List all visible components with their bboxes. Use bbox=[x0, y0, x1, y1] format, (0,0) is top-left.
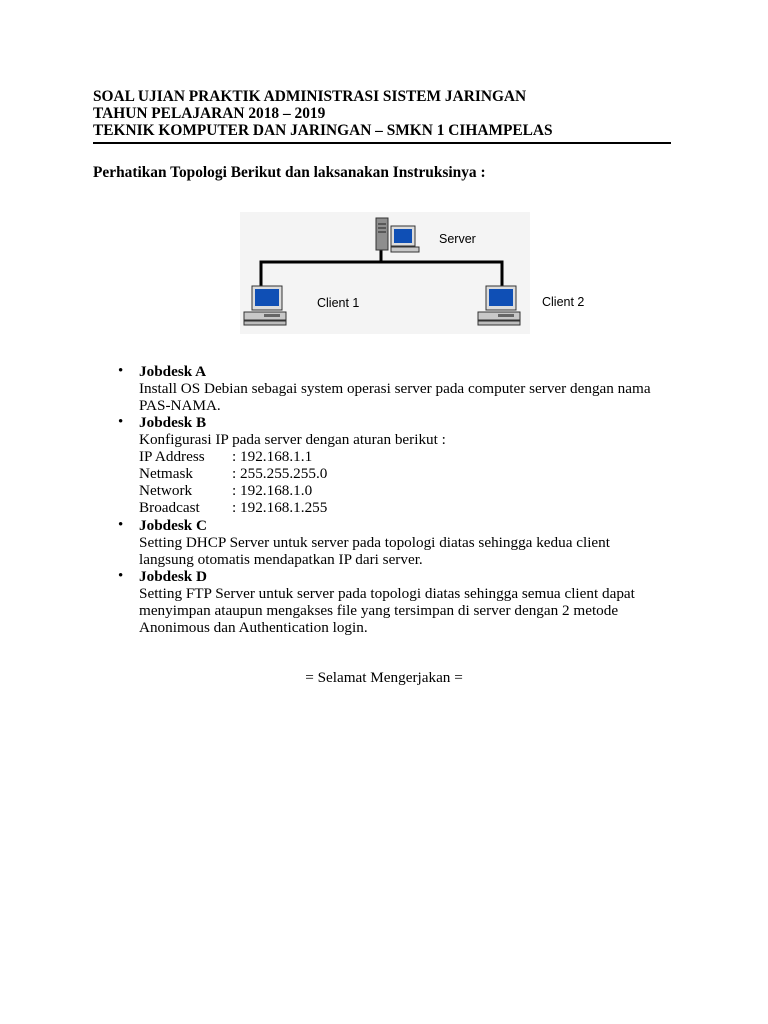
bullet-icon: • bbox=[118, 568, 124, 584]
client-2-label-text: Client 2 bbox=[542, 295, 585, 309]
intro-text: Perhatikan Topologi Berikut dan laksanakan Instruksinya : bbox=[93, 164, 486, 181]
netmask-value: : 255.255.255.0 bbox=[232, 465, 328, 482]
jobdesk-b-text: Konfigurasi IP pada server dengan aturan berikut : bbox=[139, 431, 446, 448]
netmask-row bbox=[139, 465, 327, 482]
client-1-label: Client 1 bbox=[317, 296, 360, 310]
jobdesk-c-text: Setting DHCP Server untuk server pada topologi diatas sehingga kedua client bbox=[139, 534, 610, 551]
jobdesk-d-title: Jobdesk D bbox=[139, 568, 207, 585]
broadcast-label: Broadcast bbox=[139, 499, 200, 516]
jobdesk-c-text: langsung otomatis mendapatkan IP dari server. bbox=[139, 551, 423, 568]
network-topology-diagram bbox=[240, 212, 530, 334]
jobdesk-b-title: Jobdesk B bbox=[139, 414, 207, 431]
network-label: Network bbox=[139, 482, 193, 499]
ip-address-row bbox=[139, 448, 312, 465]
network-row bbox=[139, 482, 312, 499]
closing-text: = Selamat Mengerjakan = bbox=[305, 669, 463, 686]
header-school: TEKNIK KOMPUTER DAN JARINGAN – SMKN 1 CIHAMPELAS bbox=[93, 122, 553, 139]
bullet-icon: • bbox=[118, 363, 124, 379]
netmask-label: Netmask bbox=[139, 465, 193, 482]
jobdesk-d-text: menyimpan ataupun mengakses file yang tersimpan di server dengan 2 metode bbox=[139, 602, 619, 619]
jobdesk-c-title: Jobdesk C bbox=[139, 517, 207, 534]
header-divider bbox=[93, 142, 671, 144]
header-title: SOAL UJIAN PRAKTIK ADMINISTRASI SISTEM JARINGAN bbox=[93, 88, 527, 105]
bullet-icon: • bbox=[118, 517, 124, 533]
header-year: TAHUN PELAJARAN 2018 – 2019 bbox=[93, 105, 326, 122]
jobdesk-d-text: Anonimous dan Authentication login. bbox=[139, 619, 368, 636]
ip-address-label: IP Address bbox=[139, 448, 205, 465]
jobdesk-d-text: Setting FTP Server untuk server pada topologi diatas sehingga semua client dapat bbox=[139, 585, 635, 602]
jobdesk-a-title: Jobdesk A bbox=[139, 363, 207, 380]
ip-address-value: : 192.168.1.1 bbox=[232, 448, 313, 465]
jobdesk-a-text: Install OS Debian sebagai system operasi server pada computer server dengan nama bbox=[139, 380, 651, 397]
broadcast-row bbox=[139, 499, 327, 516]
jobdesk-a-text: PAS-NAMA. bbox=[139, 397, 221, 414]
server-label: Server bbox=[439, 232, 476, 246]
network-value: : 192.168.1.0 bbox=[232, 482, 313, 499]
bullet-icon: • bbox=[118, 414, 124, 430]
broadcast-value: : 192.168.1.255 bbox=[232, 499, 328, 516]
